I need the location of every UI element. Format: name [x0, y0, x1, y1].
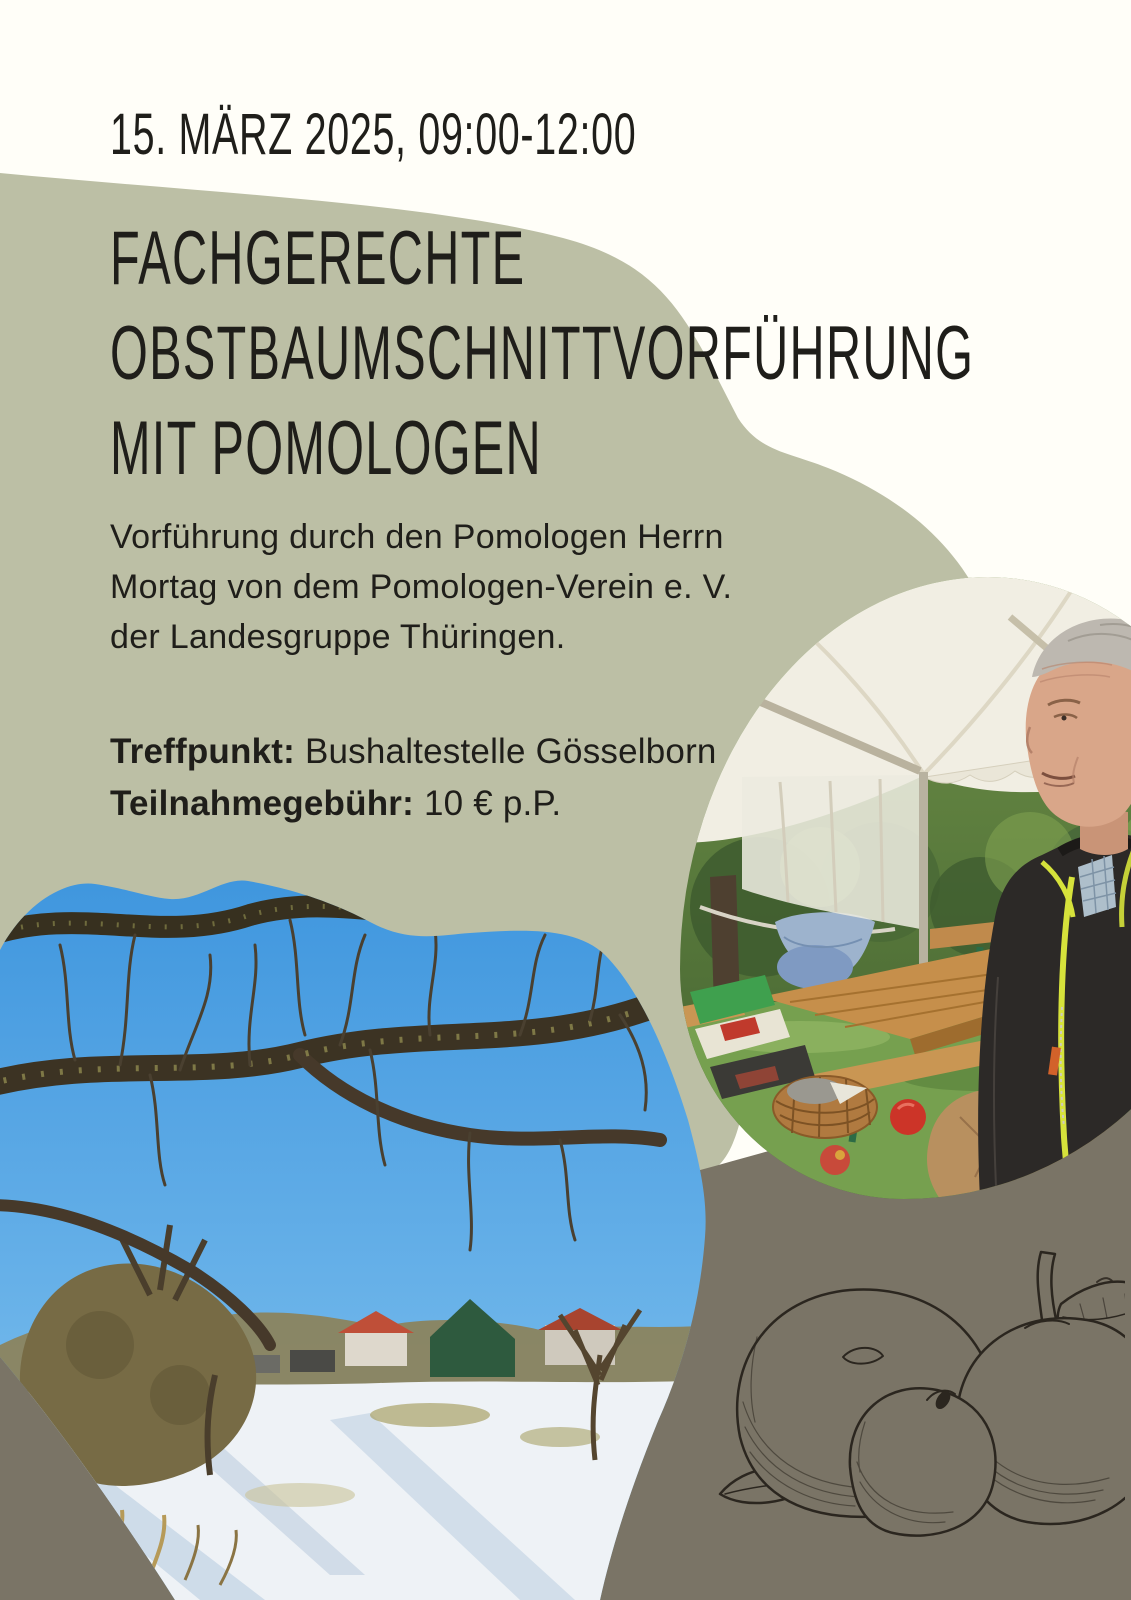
meeting-point-value: Bushaltestelle Gösselborn [304, 732, 717, 771]
fee-label: Teilnahmegebühr: [110, 784, 414, 823]
apple-illustration [705, 1242, 1125, 1542]
description-line: Vorführung durch den Pomologen Herrn [110, 518, 724, 556]
description-line: der Landesgruppe Thüringen. [110, 618, 566, 656]
description-paragraph [110, 512, 732, 662]
orchard-photo [0, 875, 710, 1600]
page-title-line-2: OBSTBAUMSCHNITTVORFÜHRUNG [110, 311, 975, 396]
meeting-point-line [110, 726, 717, 778]
page-title-line-3: MIT POMOLOGEN [110, 406, 542, 491]
meeting-point-label: Treffpunkt: [110, 732, 295, 771]
page-title-line-1: FACHGERECHTE [110, 216, 526, 301]
description-line: Mortag von dem Pomologen-Verein e. V. [110, 568, 733, 606]
date-text: 15. MÄRZ 2025, 09:00-12:00 [110, 102, 637, 167]
fee-line [110, 778, 561, 830]
fee-value: 10 € p.P. [423, 784, 562, 823]
date-line [110, 104, 884, 166]
